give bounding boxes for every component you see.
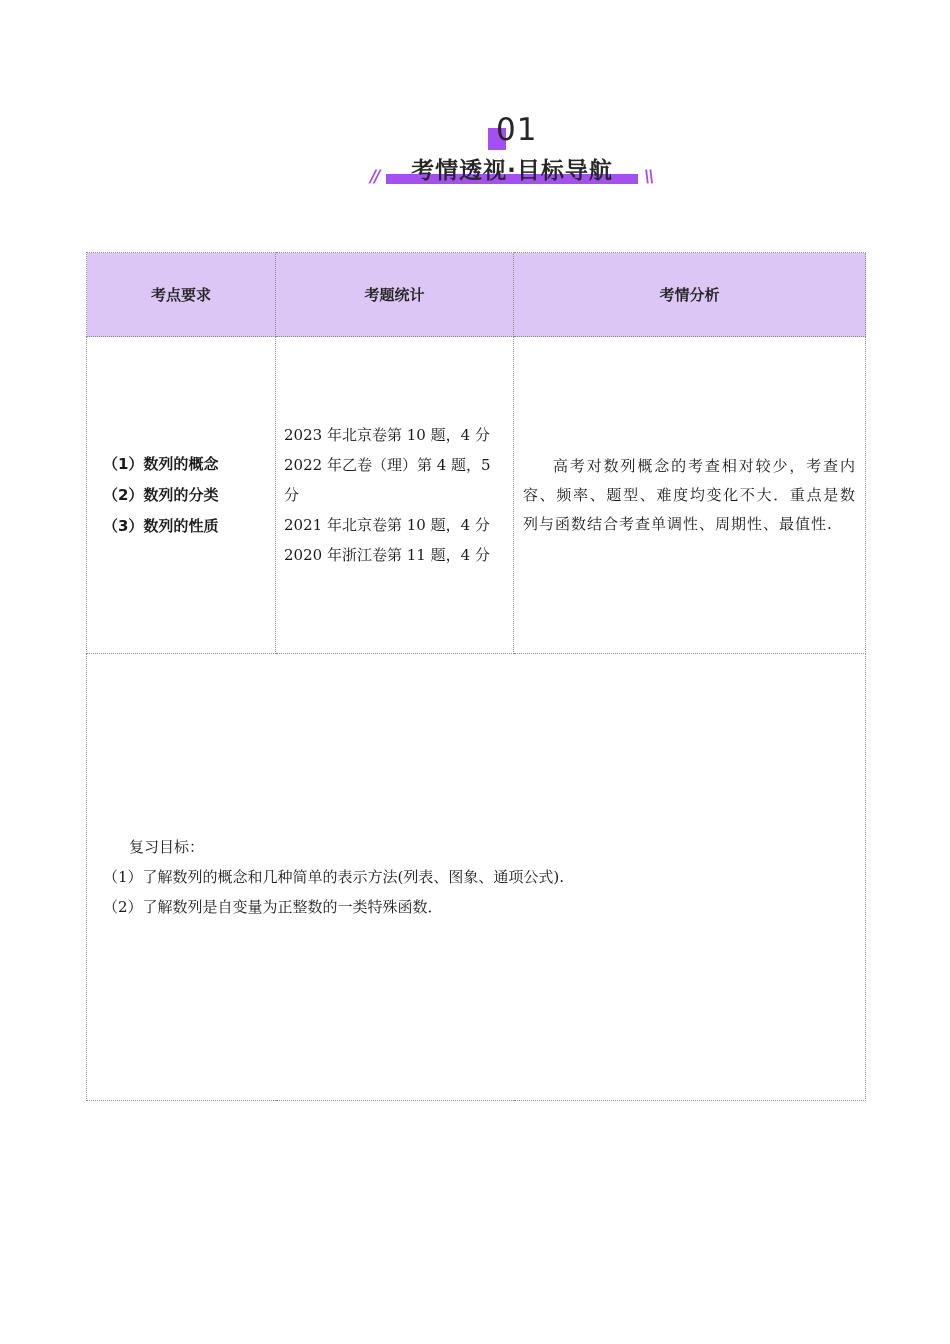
requirement-item: （1）数列的概念 xyxy=(103,454,219,473)
review-goals-cell xyxy=(87,654,866,1101)
decor-slashes-left-icon: // xyxy=(370,167,379,187)
decor-slashes-right-icon: \\ xyxy=(644,167,653,187)
analysis-text: 高考对数列概念的考查相对较少，考查内容、频率、题型、难度均变化不大．重点是数列与函数结合考查单调性、周期性、最值性. xyxy=(523,456,856,533)
requirements-cell xyxy=(87,337,276,654)
section-number xyxy=(486,114,546,154)
requirement-item: （3）数列的性质 xyxy=(103,516,219,535)
section-number-text: 01 xyxy=(496,112,538,148)
statistics-cell xyxy=(276,337,514,654)
section-title: 考情透视·目标导航 xyxy=(411,158,613,184)
goal-item: （1）了解数列的概念和几种简单的表示方法(列表、图象、通项公式). xyxy=(103,868,565,886)
goals-heading: 复习目标： xyxy=(129,838,205,856)
table-header-row xyxy=(87,253,866,337)
statistic-item: 2021 年北京卷第 10 题，4 分 xyxy=(284,516,490,534)
header-requirements: 考点要求 xyxy=(87,253,276,337)
review-goals-row xyxy=(87,654,866,1101)
exam-analysis-table xyxy=(86,252,866,1101)
header-analysis: 考情分析 xyxy=(514,253,866,337)
requirement-item: （2）数列的分类 xyxy=(103,485,219,504)
statistic-item: 2023 年北京卷第 10 题，4 分 xyxy=(284,426,490,444)
section-header xyxy=(0,110,950,200)
table-body-row xyxy=(87,337,866,654)
header-statistics: 考题统计 xyxy=(276,253,514,337)
statistic-item: 2020 年浙江卷第 11 题，4 分 xyxy=(284,546,490,564)
analysis-cell xyxy=(514,337,866,654)
statistic-item: 2022 年乙卷（理）第 4 题，5 分 xyxy=(284,456,491,504)
goal-item: （2）了解数列是自变量为正整数的一类特殊函数． xyxy=(103,898,443,916)
